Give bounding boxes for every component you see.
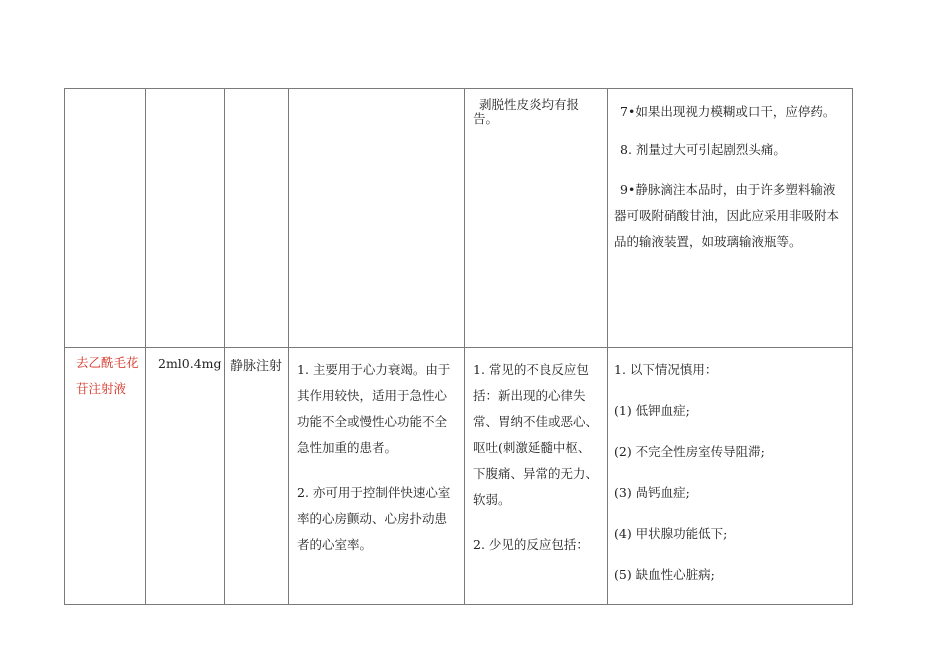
indication-item: 1. 主要用于心力衰竭。由于其作用较快，适用于急性心功能不全或慢性心功能不全急性加重的患者。 (297, 362, 451, 455)
drug-name: 苷注射液 (76, 381, 127, 396)
adverse-reaction-item: 1. 常见的不良反应包括：新出现的心律失常、胃纳不佳或恶心、呕吐(刺激延髓中枢、下腹痛、异常的无力、软弱。 (473, 362, 599, 507)
adverse-reaction-item: 2. 少见的反应包括： (473, 537, 589, 552)
table-row (65, 348, 853, 605)
caution-item: (1) 低钾血症; (614, 403, 690, 418)
route-cell (225, 89, 289, 348)
adverse-reactions-cell (465, 348, 608, 605)
note-item: 7•如果出现视力模糊或口干，应停药。 (620, 104, 836, 119)
drug-name-cell (65, 348, 146, 605)
adverse-reactions-cell (465, 89, 608, 348)
spec-cell (146, 348, 225, 605)
caution-item: 1. 以下情况慎用： (614, 362, 718, 377)
notes-cell (608, 89, 853, 348)
caution-item: (3) 咼钙血症; (614, 485, 690, 500)
drug-name: 去乙酰毛花 (76, 355, 139, 370)
drug-name-cell (65, 89, 146, 348)
adverse-reaction-text: 剥脱性皮炎均有报告。 (473, 97, 580, 126)
cautions-cell (608, 348, 853, 605)
spec-cell (146, 89, 225, 348)
indications-cell (289, 89, 465, 348)
drug-info-table (64, 88, 853, 605)
caution-item: (4) 甲状腺功能低下; (614, 526, 728, 541)
note-item: 9•静脉滴注本品时，由于许多塑料输液器可吸附硝酸甘油，因此应采用非吸附本品的输液装置，如玻璃输液瓶等。 (614, 182, 840, 249)
caution-item: (2) 不完全性房室传导阻滞; (614, 444, 765, 459)
table-row (65, 89, 853, 348)
note-item: 8. 剂量过大可引起剧烈头痛。 (620, 142, 786, 157)
route-cell (225, 348, 289, 605)
spec-value: 2ml0.4mg (158, 356, 222, 371)
route-value: 静脉注射 (230, 359, 283, 374)
caution-item: (5) 缺血性心脏病; (614, 567, 715, 582)
indications-cell (289, 348, 465, 605)
indication-item: 2. 亦可用于控制伴快速心室率的心房颤动、心房扑动患者的心室率。 (297, 485, 451, 552)
